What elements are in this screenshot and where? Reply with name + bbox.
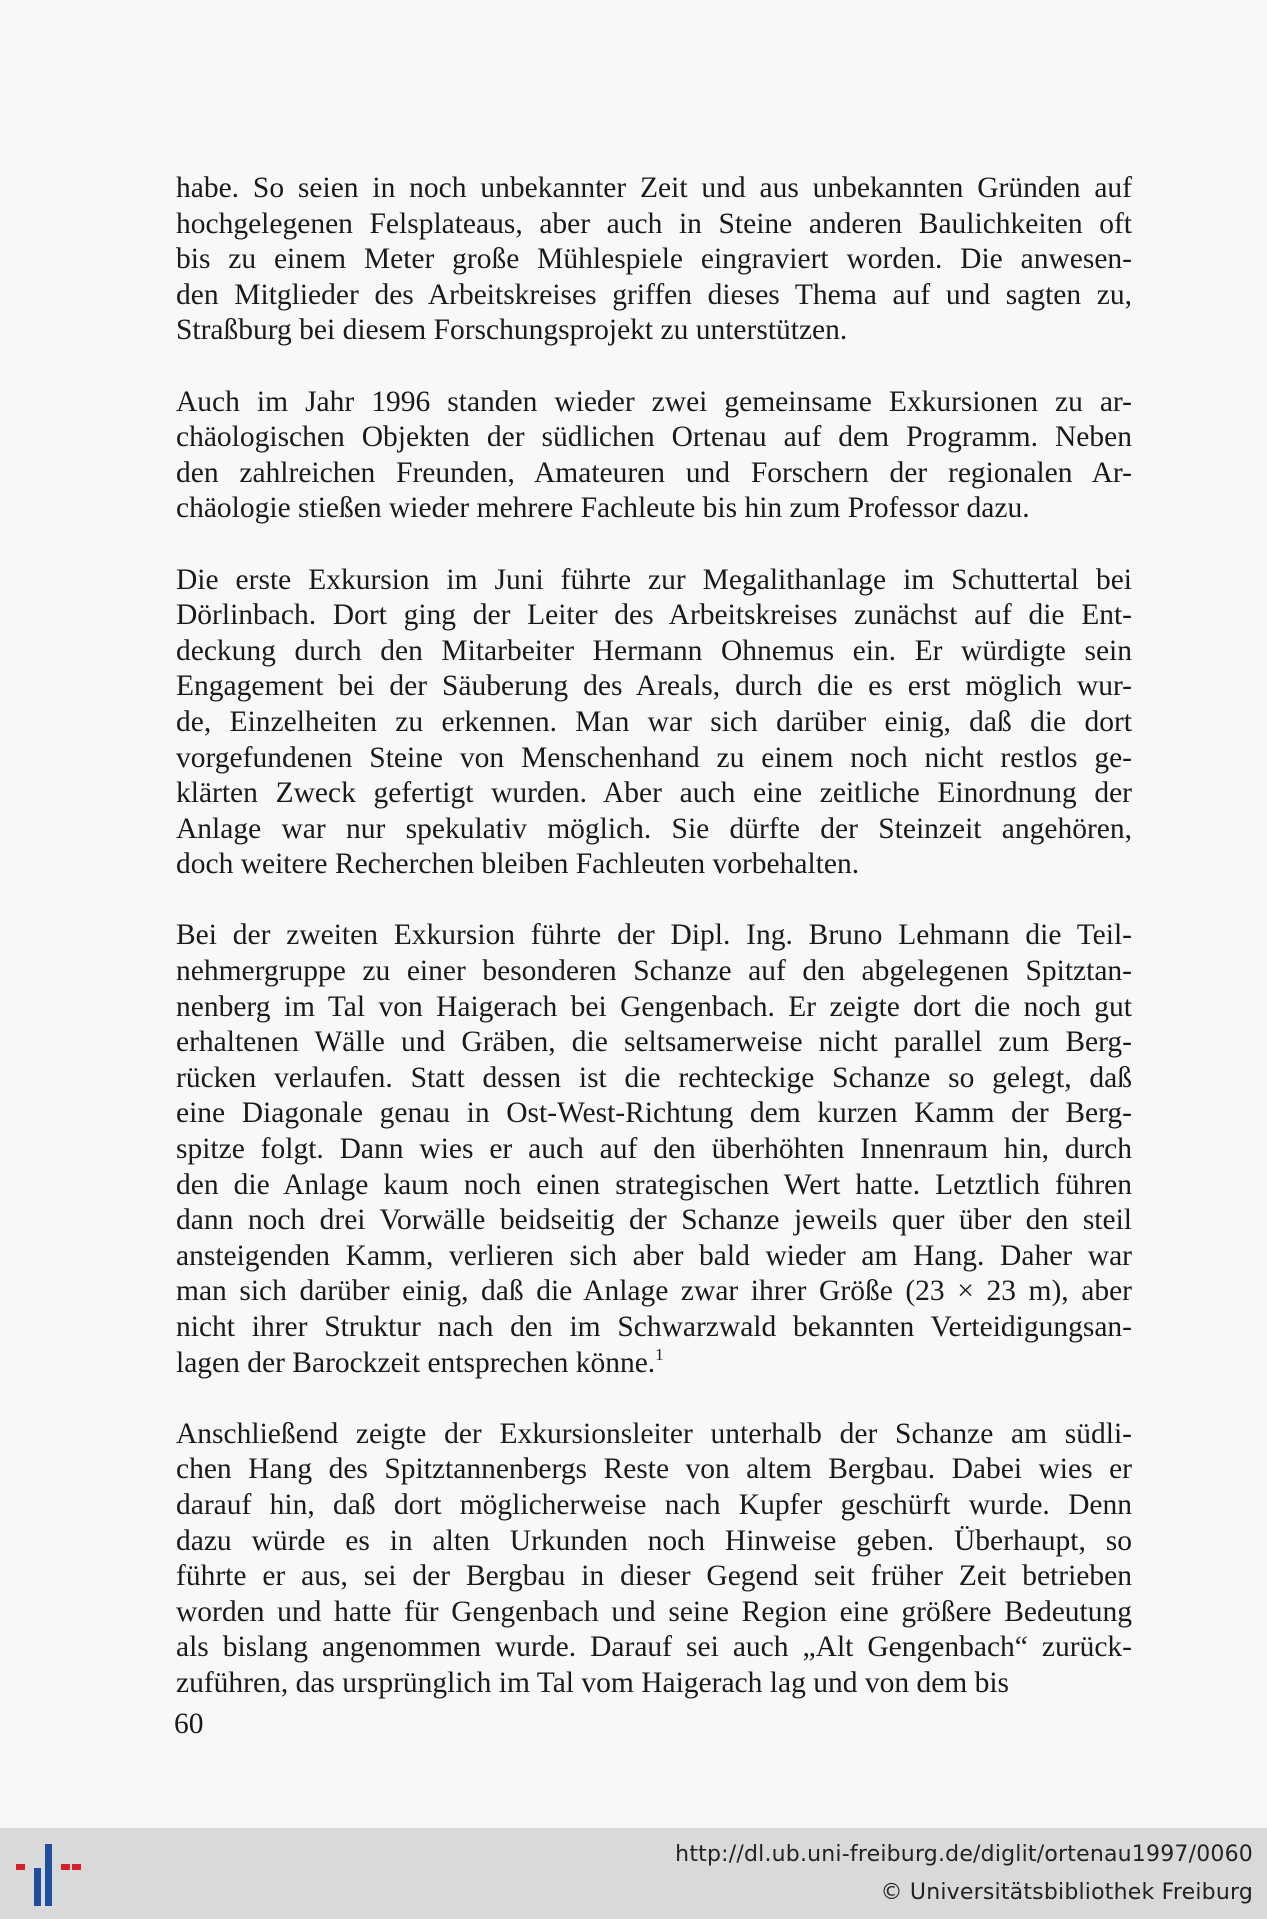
footnote-ref: 1 [655,1345,664,1364]
text-line: chäologie stießen wieder mehrere Fachleute bis hin zum Professor dazu. [176,492,1030,525]
text-line: nehmergruppe zu einer besonderen Schanze auf den abgelegenen Spitztan- [176,955,1132,988]
text-line: den zahlreichen Freunden, Amateuren und Forschern der regionalen Ar- [176,456,1132,489]
text-line: deckung durch den Mitarbeiter Hermann Ohnemus ein. Er würdigte sein [176,634,1132,667]
text-line: Die erste Exkursion im Juni führte zur Megalithanlage im Schuttertal bei [176,563,1132,596]
text-line-content: lagen der Barockzeit entsprechen könne. [176,1346,656,1379]
paragraph [176,918,1132,1381]
text-line: Engagement bei der Säuberung des Areals, durch die es erst möglich wur- [176,670,1132,703]
text-line: worden und hatte für Gengenbach und seine Region eine größere Bedeutung [176,1595,1132,1628]
text-line: erhaltenen Wälle und Gräben, die seltsamerweise nicht parallel zum Berg- [176,1026,1132,1059]
footer-bar [0,1828,1267,1919]
paragraph [176,563,1132,883]
text-line: als bislang angenommen wurde. Darauf sei auch „Alt Gengenbach“ zurück- [176,1631,1132,1664]
text-line: rücken verlaufen. Statt dessen ist die rechteckige Schanze so gelegt, daß [176,1061,1132,1094]
page-number: 60 [174,1708,204,1740]
text-line: doch weitere Recherchen bleiben Fachleuten vorbehalten. [176,848,860,881]
text-line: Anlage war nur spekulativ möglich. Sie dürfte der Steinzeit angehören, [176,812,1132,845]
text-line: den Mitglieder des Arbeitskreises griffen dieses Thema auf und sagten zu, [176,278,1132,311]
copyright-notice: © Universitätsbibliothek Freiburg [880,1880,1253,1905]
text-line: man sich darüber einig, daß die Anlage zwar ihrer Größe (23 × 23 m), aber [176,1275,1132,1308]
text-line: chen Hang des Spitztannenbergs Reste von altem Bergbau. Dabei wies er [176,1453,1132,1486]
text-line: bis zu einem Meter große Mühlespiele eingraviert worden. Die anwesen- [176,243,1132,276]
text-line: habe. So seien in noch unbekannter Zeit und aus unbekannten Gründen auf [176,172,1132,204]
text-line: dazu würde es in alten Urkunden noch Hinweise geben. Überhaupt, so [176,1524,1132,1557]
text-line: zuführen, das ursprünglich im Tal vom Haigerach lag und von dem bis [176,1666,1010,1699]
text-line: vorgefundenen Steine von Menschenhand zu einem noch nicht restlos ge- [176,741,1132,774]
text-line: Anschließend zeigte der Exkursionsleiter unterhalb der Schanze am südli- [176,1417,1132,1450]
text-line: nenberg im Tal von Haigerach bei Gengenbach. Er zeigte dort die noch gut [176,990,1132,1023]
text-line: de, Einzelheiten zu erkennen. Man war sich darüber einig, daß die dort [176,705,1132,738]
text-line: Auch im Jahr 1996 standen wieder zwei gemeinsame Exkursionen zu ar- [176,385,1132,418]
text-line: hochgelegenen Felsplateaus, aber auch in Steine anderen Baulichkeiten oft [176,207,1132,240]
text-line: spitze folgt. Dann wies er auch auf den überhöhten Innenraum hin, durch [176,1133,1132,1166]
text-line: den die Anlage kaum noch einen strategischen Wert hatte. Letztlich führen [176,1168,1132,1201]
text-line: chäologischen Objekten der südlichen Ortenau auf dem Programm. Neben [176,421,1132,454]
text-line: ansteigenden Kamm, verlieren sich aber bald wieder am Hang. Daher war [176,1239,1132,1272]
text-line: darauf hin, daß dort möglicherweise nach Kupfer geschürft wurde. Denn [176,1488,1132,1521]
text-line: eine Diagonale genau in Ost-West-Richtung dem kurzen Kamm der Berg- [176,1097,1132,1130]
ub-freiburg-logo-icon [14,1842,84,1908]
text-line: Bei der zweiten Exkursion führte der Dipl. Ing. Bruno Lehmann die Teil- [176,919,1132,952]
text-line: nicht ihrer Struktur nach den im Schwarzwald bekannten Verteidigungsan- [176,1311,1132,1343]
text-line: klärten Zweck gefertigt wurden. Aber auch eine zeitliche Einordnung der [176,777,1132,810]
paragraph [176,385,1132,527]
paragraph [176,171,1132,349]
text-line: führte er aus, sei der Bergbau in dieser Gegend seit früher Zeit betrieben [176,1560,1132,1593]
body-text [176,171,1132,1737]
paragraph [176,1417,1132,1702]
text-line: dann noch drei Vorwälle beidseitig der Schanze jeweils quer über den steil [176,1204,1132,1237]
text-line [176,1346,1132,1382]
text-line: Straßburg bei diesem Forschungsprojekt zu unterstützen. [176,314,848,347]
text-line: Dörlinbach. Dort ging der Leiter des Arbeitskreises zunächst auf die Ent- [176,599,1132,632]
source-url-link[interactable]: http://dl.ub.uni-freiburg.de/diglit/ortenau1997/0060 [675,1842,1253,1867]
